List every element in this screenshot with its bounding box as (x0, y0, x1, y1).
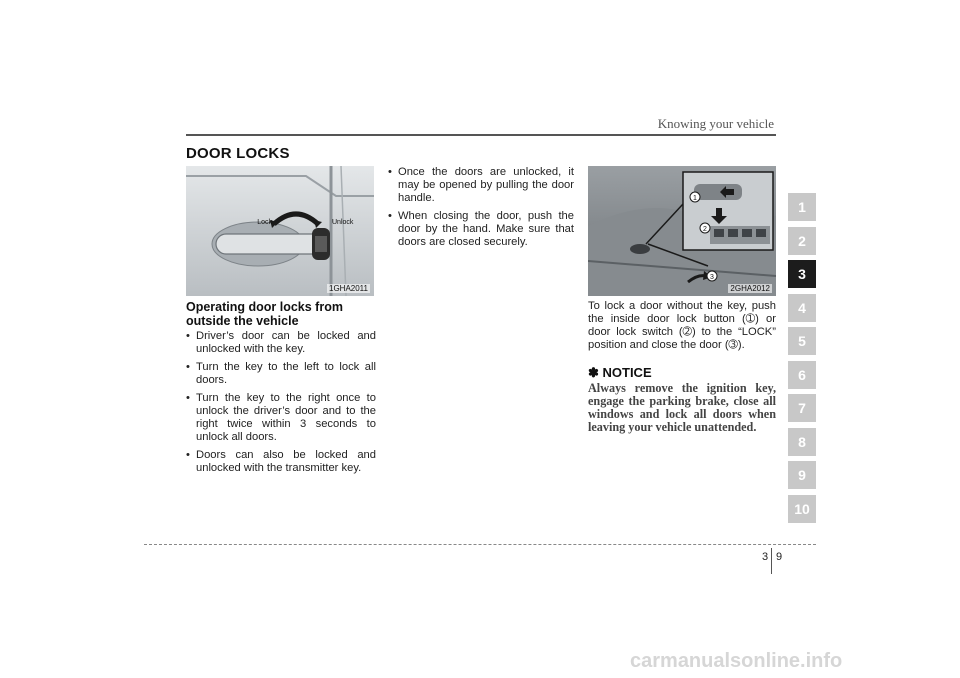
figure-interior-door-lock (588, 166, 776, 296)
bullet-item: • Doors can also be locked and unlocked with the transmitter key. (186, 449, 376, 475)
header-rule (186, 134, 776, 136)
figure-code: 2GHA2012 (730, 284, 770, 293)
notice-body: Always remove the ignition key, engage the parking brake, close all windows and lock all doors when leaving your vehicle unattended. (588, 381, 776, 434)
chapter-tab-1[interactable]: 1 (788, 193, 816, 221)
marker-3-label: 3 (710, 274, 714, 281)
chapter-tab-10[interactable]: 10 (788, 495, 816, 523)
figure-door-handle-key (186, 166, 374, 296)
bullet-list-outside (186, 330, 376, 475)
page-chapter-number: 3 (762, 551, 769, 563)
column-right (588, 300, 776, 434)
lock-direction-label: Lock (257, 219, 272, 226)
chapter-tab-6[interactable]: 6 (788, 361, 816, 389)
marker-2-label: 2 (703, 226, 707, 233)
chapter-tab-2[interactable]: 2 (788, 227, 816, 255)
unlock-direction-label: Unlock (332, 219, 354, 226)
bullet-item: • Once the doors are unlocked, it may be opened by pulling the door handle. (388, 166, 574, 205)
column-left (186, 300, 376, 480)
page-number: 9 (776, 551, 783, 563)
chapter-tabs (788, 193, 816, 528)
watermark: carmanualsonline.info (630, 650, 843, 672)
marker-1-label: 1 (693, 195, 697, 202)
door-handle-illustration (186, 166, 374, 296)
column-middle (388, 166, 574, 254)
bullet-list-door-open (388, 166, 574, 249)
lock-without-key-paragraph: To lock a door without the key, push the inside door lock button (➀) or door lock switch (➁) to the “LOCK” position and close the door (➂). (588, 300, 776, 351)
chapter-tab-3[interactable]: 3 (788, 260, 816, 288)
subheading-outside-locks: Operating door locks from outside the vehicle (186, 300, 343, 328)
interior-door-illustration (588, 166, 776, 296)
running-header-title: Knowing your vehicle (657, 116, 774, 131)
footer-rule (144, 544, 816, 545)
bullet-item: • Turn the key to the right once to unlock the driver’s door and to the right twice within 3 seconds to unlock all doors. (186, 392, 376, 444)
chapter-tab-5[interactable]: 5 (788, 327, 816, 355)
chapter-tab-9[interactable]: 9 (788, 461, 816, 489)
section-heading: DOOR LOCKS (186, 145, 290, 162)
bullet-item: • Turn the key to the left to lock all doors. (186, 361, 376, 387)
bullet-item: • When closing the door, push the door by the hand. Make sure that doors are closed securely. (388, 210, 574, 249)
page-number-divider (771, 548, 772, 574)
notice-heading: ✽ NOTICE (588, 365, 652, 380)
bullet-item: • Driver’s door can be locked and unlocked with the key. (186, 330, 376, 356)
chapter-tab-4[interactable]: 4 (788, 294, 816, 322)
chapter-tab-7[interactable]: 7 (788, 394, 816, 422)
figure-code: 1GHA2011 (329, 284, 368, 293)
chapter-tab-8[interactable]: 8 (788, 428, 816, 456)
